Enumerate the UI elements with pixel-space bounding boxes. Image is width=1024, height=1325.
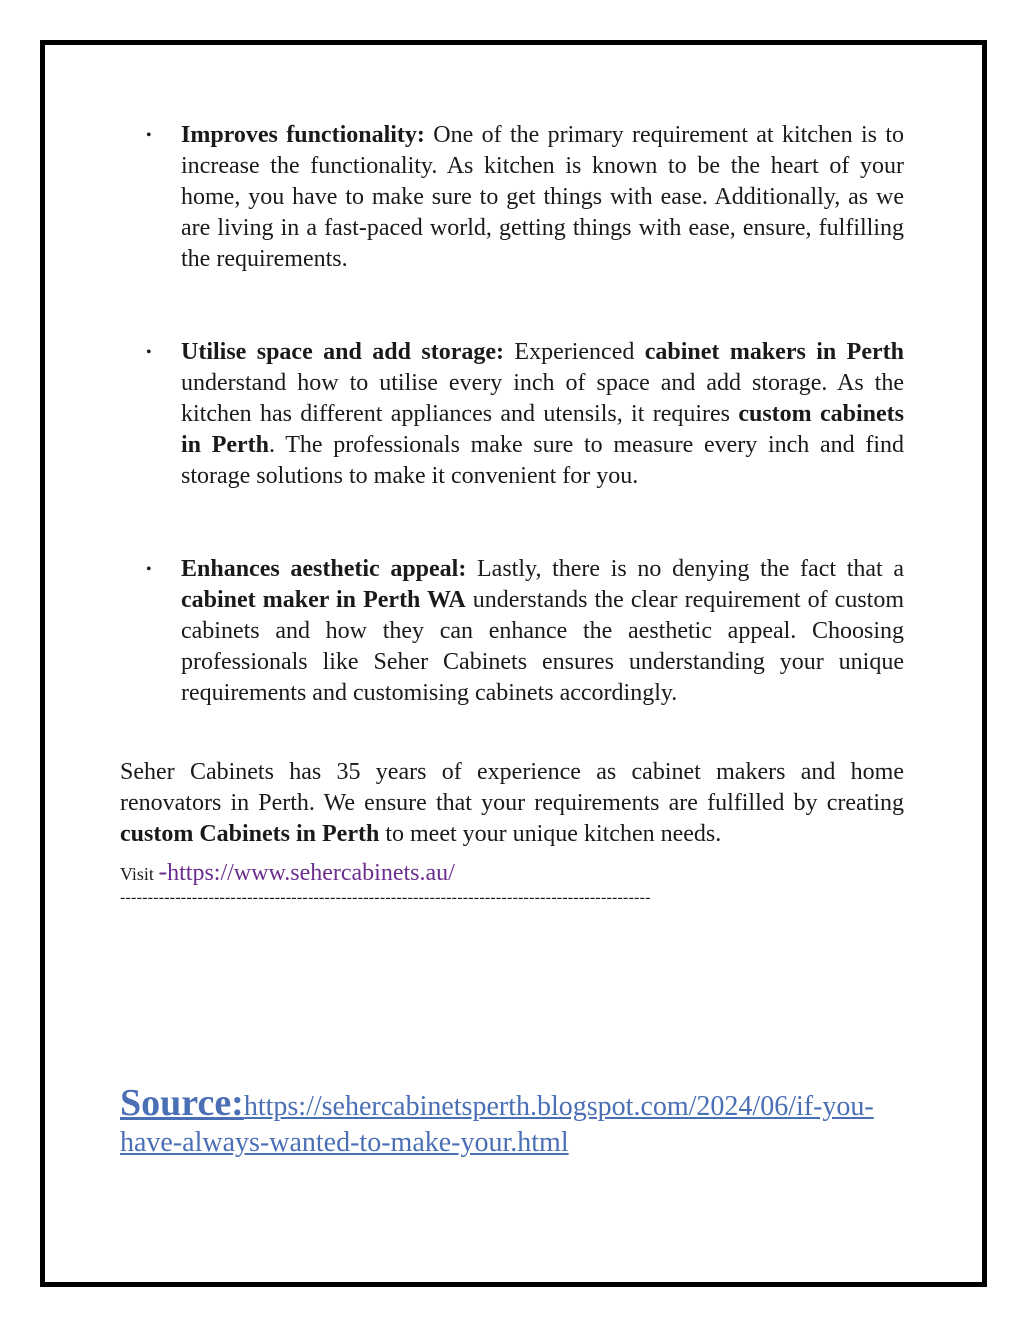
text-run: . The professionals make sure to measure every inch and find storage solutions to make it convenient for you. <box>181 432 904 489</box>
bold-phrase: cabinet maker in Perth WA <box>181 587 466 613</box>
source-link[interactable]: https://sehercabinetsperth.blogspot.com/2024/06/if-you-have-always-wanted-to-make-your.html <box>120 1091 874 1158</box>
bold-phrase: Enhances aesthetic appeal: <box>181 556 467 582</box>
feature-list <box>120 120 904 709</box>
text-run: One of the primary requirement at kitchen is to increase the functionality. As kitchen is known to be the heart of your home, you have to make sure to get things with ease. Additionally, as we are living in a fast-paced world, getting things with ease, ensure, fulfilling the requirements. <box>181 122 904 272</box>
list-item <box>120 120 904 275</box>
source-block <box>120 1082 910 1161</box>
text-run: Experienced <box>504 339 645 365</box>
divider: ------------------------------------------------------------------------------------------------ <box>120 889 651 906</box>
list-item <box>120 337 904 492</box>
source-label: Source: <box>120 1082 244 1124</box>
bold-phrase: custom cabinets in Perth <box>181 401 904 458</box>
bold-phrase: custom Cabinets in Perth <box>120 821 380 847</box>
bold-phrase: Improves functionality: <box>181 122 425 148</box>
visit-line <box>120 856 455 890</box>
closing-paragraph <box>120 757 904 850</box>
visit-dash: - <box>158 857 168 886</box>
text-run: Seher Cabinets has 35 years of experience as cabinet makers and home renovators in Perth. We ensure that your requirements are fulfilled by creating <box>120 759 904 816</box>
text-run: Lastly, there is no denying the fact that a <box>466 556 905 582</box>
text-run: to meet your unique kitchen needs. <box>379 821 722 847</box>
website-link[interactable]: https://www.sehercabinets.au/ <box>167 860 455 886</box>
list-item-text <box>181 122 904 272</box>
list-item <box>120 554 904 709</box>
list-item-text <box>181 556 904 706</box>
bold-phrase: cabinet makers in Perth <box>644 339 904 365</box>
bullet-icon: • <box>146 561 152 578</box>
bold-phrase: Utilise space and add storage: <box>181 339 504 365</box>
bullet-icon: • <box>146 127 152 144</box>
bullet-icon: • <box>146 344 152 361</box>
visit-label: Visit <box>120 864 159 884</box>
text-run: understands the clear requirement of custom cabinets and how they can enhance the aesthetic appeal. Choosing professionals like Seher Cabinets ensures understanding your unique requirements and customising cabinets accordingly. <box>181 587 904 706</box>
list-item-text <box>181 339 904 489</box>
text-run: understand how to utilise every inch of space and add storage. As the kitchen has different appliances and utensils, it requires <box>181 370 904 427</box>
